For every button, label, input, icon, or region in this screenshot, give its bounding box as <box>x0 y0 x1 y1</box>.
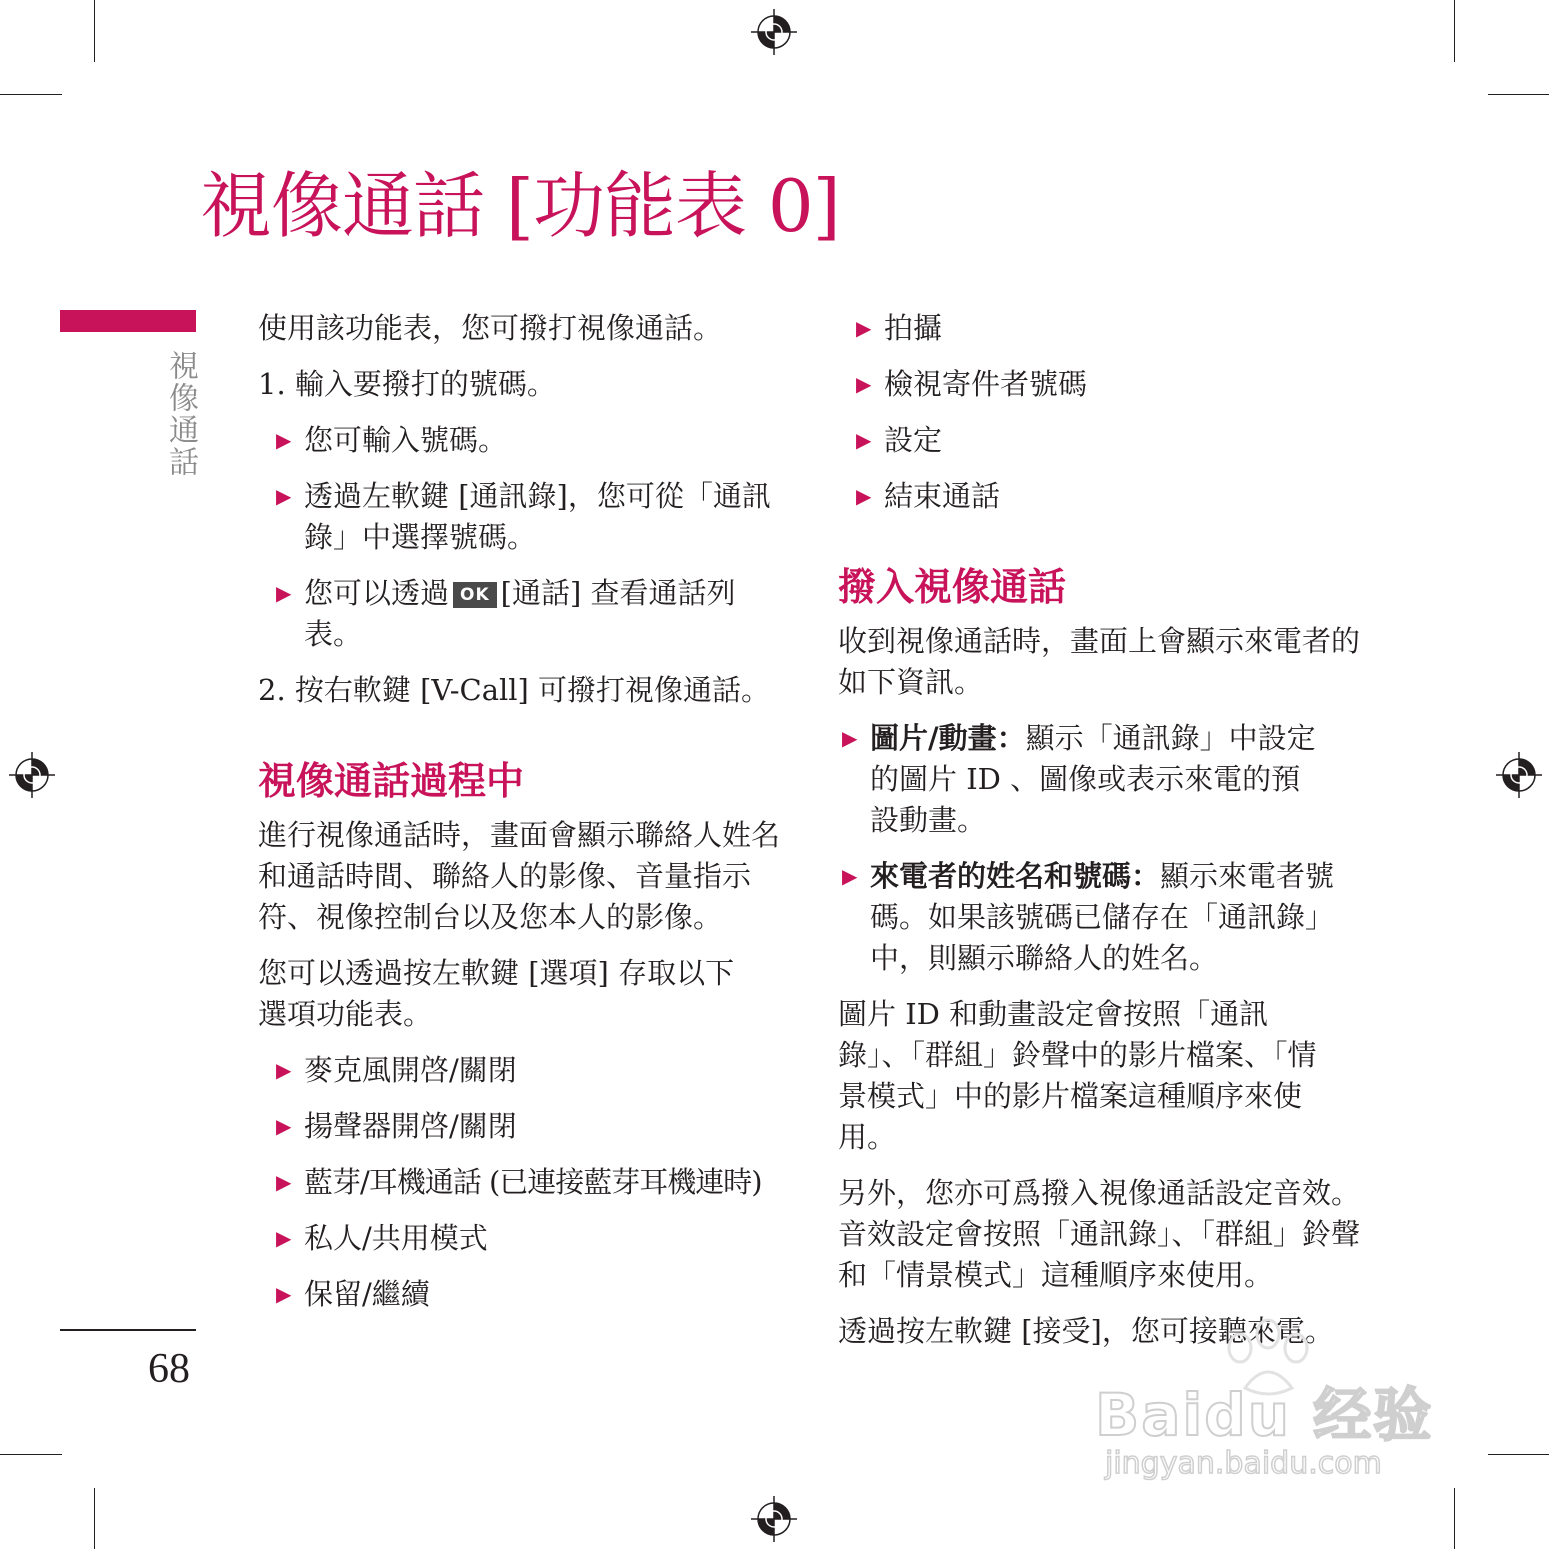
list-item-text: 結束通話 <box>884 479 1001 513</box>
list-item <box>258 476 774 558</box>
left-column <box>258 308 783 1315</box>
step-1: 1. 輸入要撥打的號碼。 <box>258 367 556 401</box>
list-item-text: 保留/繼續 <box>304 1277 430 1311</box>
crop-mark <box>94 0 95 62</box>
media-order-paragraph: 圖片 ID 和動畫設定會按照「通訊錄」、「群組」鈴聲中的影片檔案、「情景模式」中的影片檔案這種順序來使用。 <box>838 997 1317 1154</box>
crop-mark <box>94 1488 95 1549</box>
list-item <box>258 1218 783 1259</box>
list-item-text: 您可輸入號碼。 <box>304 423 508 457</box>
options-intro-paragraph: 您可以透過按左軟鍵 [選項] 存取以下選項功能表。 <box>258 956 735 1031</box>
list-item-text: 私人/共用模式 <box>304 1221 488 1255</box>
list-item-text: 顯示「通訊錄」中設定的圖片 ID 、圖像或表示來電的預設動畫。 <box>870 721 1316 837</box>
crop-mark <box>1488 1454 1549 1455</box>
crop-mark <box>1454 1488 1455 1549</box>
section-heading-incoming-call: 撥入視像通話 <box>838 564 1067 609</box>
crop-mark <box>1488 94 1549 95</box>
list-item <box>838 308 1363 349</box>
list-item-text: 藍芽/耳機通話 (已連接藍芽耳機連時) <box>304 1165 762 1199</box>
list-item <box>258 420 783 461</box>
bullet-triangle-icon: ▶ <box>856 484 872 508</box>
bullet-triangle-icon: ▶ <box>842 726 858 750</box>
crop-mark <box>1454 0 1455 62</box>
bullet-triangle-icon: ▶ <box>276 428 292 452</box>
list-item-text: 麥克風開啓/關閉 <box>304 1053 517 1087</box>
list-item-text: 檢視寄件者號碼 <box>884 367 1088 401</box>
page-number: 68 <box>148 1346 190 1392</box>
list-item <box>258 1050 783 1091</box>
list-item <box>838 718 1320 841</box>
list-item-text: 設定 <box>884 423 943 457</box>
incoming-intro-paragraph: 收到視像通話時，畫面上會顯示來電者的如下資訊。 <box>838 624 1361 699</box>
intro-text: 使用該功能表，您可撥打視像通話。 <box>258 311 723 345</box>
step-2: 2. 按右軟鍵 [V-Call] 可撥打視像通話。 <box>258 673 771 707</box>
bullet-triangle-icon: ▶ <box>856 316 872 340</box>
bullet-triangle-icon: ▶ <box>856 372 872 396</box>
list-item-term: 來電者的姓名和號碼： <box>870 859 1161 893</box>
crop-mark <box>0 1454 62 1455</box>
registration-mark-icon <box>751 9 797 55</box>
list-item <box>838 364 1363 405</box>
bullet-triangle-icon: ▶ <box>276 1170 291 1194</box>
bullet-triangle-icon: ▶ <box>856 428 872 452</box>
list-item <box>258 1162 783 1203</box>
registration-mark-icon <box>1496 752 1542 798</box>
list-item-text: 顯示來電者號碼。如果該號碼已儲存在「通訊錄」中，則顯示聯絡人的姓名。 <box>870 859 1335 975</box>
bullet-triangle-icon: ▶ <box>276 1114 292 1138</box>
list-item <box>258 1106 783 1147</box>
side-tab-label: 視像通話 <box>163 350 198 478</box>
list-item-text: 您可以透過 <box>304 576 450 610</box>
side-tab-bar <box>60 310 196 332</box>
list-item-text: [通話] 查看通話列表。 <box>304 576 736 651</box>
baidu-watermark <box>1095 1318 1455 1488</box>
section-heading-during-call: 視像通話過程中 <box>258 758 525 803</box>
bullet-triangle-icon: ▶ <box>276 1058 292 1082</box>
watermark-url: jingyan.baidu.com <box>1105 1446 1382 1481</box>
watermark-logo-text: Baidu 经验 <box>1095 1381 1434 1449</box>
page-title: 視像通話 [功能表 0] <box>200 164 840 248</box>
list-item <box>258 1274 783 1315</box>
footer-rule <box>60 1329 196 1331</box>
bullet-triangle-icon: ▶ <box>276 484 292 508</box>
crop-mark <box>0 94 62 95</box>
bullet-triangle-icon: ▶ <box>276 581 292 605</box>
accept-call-paragraph: 透過按左軟鍵 [接受]，您可接聽來電。 <box>838 1314 1334 1348</box>
bullet-triangle-icon: ▶ <box>276 1282 292 1306</box>
list-item-term: 圖片/動畫： <box>870 721 1026 755</box>
list-item-text: 透過左軟鍵 [通訊錄]，您可從「通訊錄」中選擇號碼。 <box>304 479 771 554</box>
ringtone-order-paragraph: 另外，您亦可爲撥入視像通話設定音效。音效設定會按照「通訊錄」、「群組」鈴聲和「情景模式」這種順序來使用。 <box>838 1176 1361 1292</box>
registration-mark-icon <box>9 752 55 798</box>
registration-mark-icon <box>751 1496 797 1542</box>
ok-key-icon: OK <box>453 582 497 608</box>
list-item <box>838 420 1363 461</box>
bullet-triangle-icon: ▶ <box>842 864 858 888</box>
during-call-paragraph: 進行視像通話時，畫面會顯示聯絡人姓名和通話時間、聯絡人的影像、音量指示符、視像控制台以及您本人的影像。 <box>258 818 781 934</box>
list-item <box>838 856 1340 979</box>
list-item <box>838 476 1363 517</box>
list-item-text: 揚聲器開啓/關閉 <box>304 1109 517 1143</box>
bullet-triangle-icon: ▶ <box>276 1226 292 1250</box>
list-item-text: 拍攝 <box>884 311 943 345</box>
right-column <box>838 308 1363 1352</box>
list-item <box>258 573 754 655</box>
